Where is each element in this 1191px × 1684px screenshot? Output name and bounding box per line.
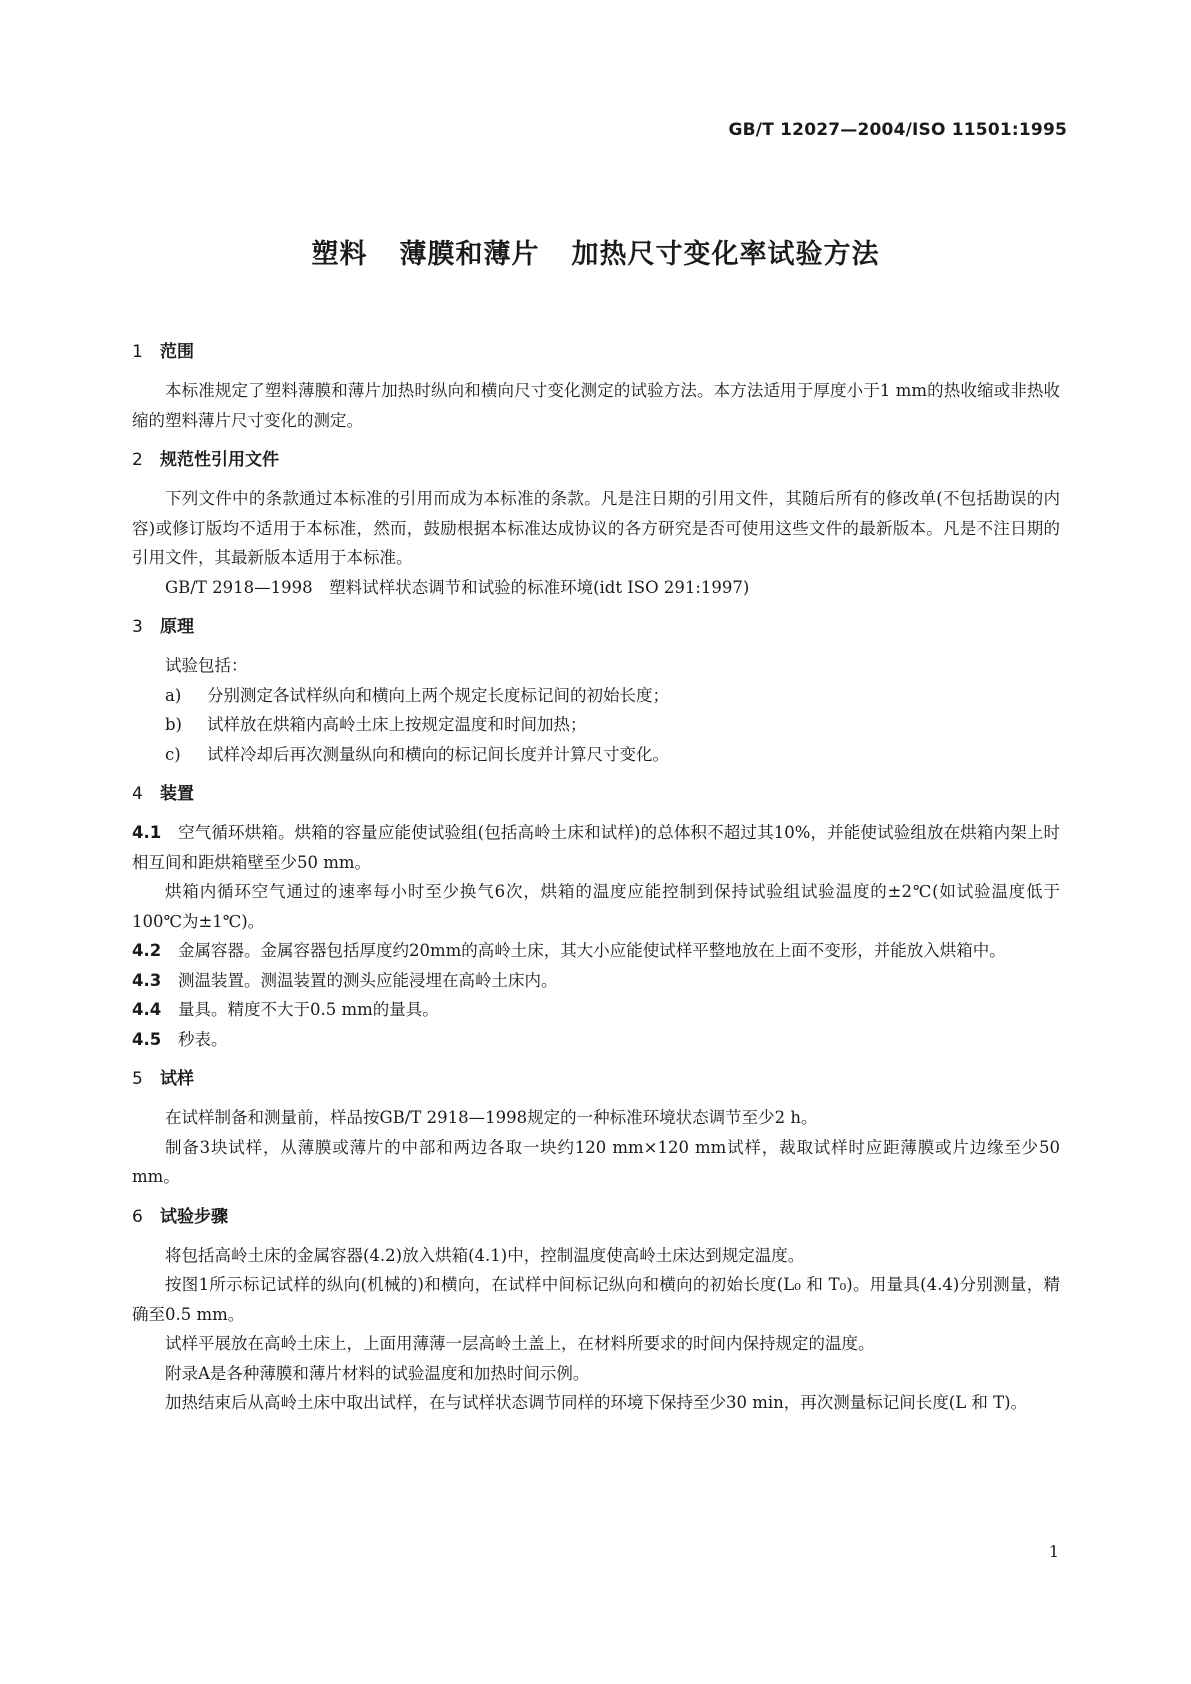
list-item-text: 试样放在烘箱内高岭土床上按规定温度和时间加热；	[207, 715, 587, 734]
section-number: 4	[132, 784, 143, 804]
section-title: 装置	[160, 784, 194, 804]
paragraph: 下列文件中的条款通过本标准的引用而成为本标准的条款。凡是注日期的引用文件，其随后所有的修改单(不包括勘误的内容)或修订版均不适用于本标准，然而，鼓励根据本标准达成协议的各方研究是否可使用这些文件的最新版本。凡是不注日期的引用文件，其最新版本适用于本标准。	[132, 489, 1060, 567]
section-principle	[132, 615, 1060, 769]
clause-text: 测温装置。测温装置的测头应能浸埋在高岭土床内。	[178, 970, 558, 990]
section-title: 原理	[160, 617, 194, 637]
section-number: 3	[132, 617, 143, 637]
clause	[132, 995, 1060, 1025]
list-item	[132, 681, 1060, 711]
section-procedure	[132, 1205, 1060, 1418]
clause-number: 4.3	[132, 970, 162, 990]
section-title: 规范性引用文件	[160, 450, 279, 470]
paragraph: 制备3块试样，从薄膜或薄片的中部和两边各取一块约120 mm×120 mm试样，裁取试样时应距薄膜或片边缘至少50 mm。	[132, 1137, 1060, 1186]
clause	[132, 936, 1060, 966]
clause-text: 金属容器。金属容器包括厚度约20mm的高岭土床，其大小应能使试样平整地放在上面不变形，并能放入烘箱中。	[178, 941, 1006, 960]
list-item-tag: b)	[165, 715, 182, 734]
section-heading	[132, 782, 1060, 806]
list-item-tag: a)	[165, 685, 182, 705]
section-specimens	[132, 1067, 1060, 1192]
paragraph: 将包括高岭土床的金属容器(4.2)放入烘箱(4.1)中，控制温度使高岭土床达到规定温度。	[165, 1245, 805, 1265]
section-heading	[132, 1205, 1060, 1229]
list-item	[132, 740, 1060, 770]
clause	[132, 966, 1060, 996]
clause-number: 4.4	[132, 1000, 162, 1019]
section-title: 范围	[160, 342, 194, 362]
document-title	[0, 232, 1191, 271]
list-item-text: 分别测定各试样纵向和横向上两个规定长度标记间的初始长度；	[207, 685, 669, 705]
clause	[132, 818, 1060, 877]
paragraph: 试验包括：	[165, 656, 248, 675]
title-part-2: 薄膜和薄片	[399, 239, 540, 270]
section-number: 2	[132, 450, 143, 470]
section-title: 试样	[160, 1069, 194, 1089]
list-item	[132, 710, 1060, 740]
section-number: 5	[132, 1069, 143, 1089]
section-title: 试验步骤	[160, 1206, 228, 1227]
section-number: 6	[132, 1206, 143, 1227]
section-scope	[132, 340, 1060, 435]
clause-text: 秒表。	[178, 1029, 228, 1049]
paragraph: 附录A是各种薄膜和薄片材料的试验温度和加热时间示例。	[165, 1363, 590, 1383]
clause-text: 量具。精度不大于0.5 mm的量具。	[178, 1000, 439, 1019]
list-item-text: 试样冷却后再次测量纵向和横向的标记间长度并计算尺寸变化。	[207, 744, 669, 764]
clause	[132, 1025, 1060, 1055]
clause-number: 4.2	[132, 941, 162, 960]
clause-number: 4.5	[132, 1029, 162, 1049]
section-apparatus	[132, 782, 1060, 1054]
paragraph: 加热结束后从高岭土床中取出试样，在与试样状态调节同样的环境下保持至少30 min，再次测量标记间长度(L 和 T)。	[165, 1393, 1028, 1412]
title-part-1: 塑料	[311, 239, 368, 270]
list-item-tag: c)	[165, 744, 181, 764]
section-heading	[132, 448, 1060, 472]
section-heading	[132, 615, 1060, 639]
section-number: 1	[132, 342, 143, 362]
paragraph: 在试样制备和测量前，样品按GB/T 2918—1998规定的一种标准环境状态调节至少2 h。	[165, 1108, 818, 1127]
paragraph: 烘箱内循环空气通过的速率每小时至少换气6次，烘箱的温度应能控制到保持试验组试验温度的±2℃(如试验温度低于100℃为±1℃)。	[132, 882, 1060, 931]
reference-entry: GB/T 2918—1998 塑料试样状态调节和试验的标准环境(idt ISO 291:1997)	[165, 577, 750, 597]
title-part-3: 加热尺寸变化率试验方法	[571, 239, 880, 270]
paragraph: 本标准规定了塑料薄膜和薄片加热时纵向和横向尺寸变化测定的试验方法。本方法适用于厚度小于1 mm的热收缩或非热收缩的塑料薄片尺寸变化的测定。	[132, 381, 1060, 430]
standard-code: GB/T 12027—2004/ISO 11501:1995	[728, 120, 1067, 140]
clause-number: 4.1	[132, 823, 162, 842]
section-heading	[132, 1067, 1060, 1091]
section-heading	[132, 340, 1060, 364]
section-normative-references	[132, 448, 1060, 602]
page-number: 1	[1048, 1542, 1059, 1561]
clause-text: 空气循环烘箱。烘箱的容量应能使试验组(包括高岭土床和试样)的总体积不超过其10%，并能使试验组放在烘箱内架上时相互间和距烘箱壁至少50 mm。	[132, 823, 1060, 872]
paragraph: 按图1所示标记试样的纵向(机械的)和横向，在试样中间标记纵向和横向的初始长度(L₀ 和 T₀)。用量具(4.4)分别测量，精确至0.5 mm。	[132, 1275, 1060, 1324]
document-body	[132, 340, 1060, 1431]
paragraph: 试样平展放在高岭土床上，上面用薄薄一层高岭土盖上，在材料所要求的时间内保持规定的温度。	[165, 1334, 875, 1353]
